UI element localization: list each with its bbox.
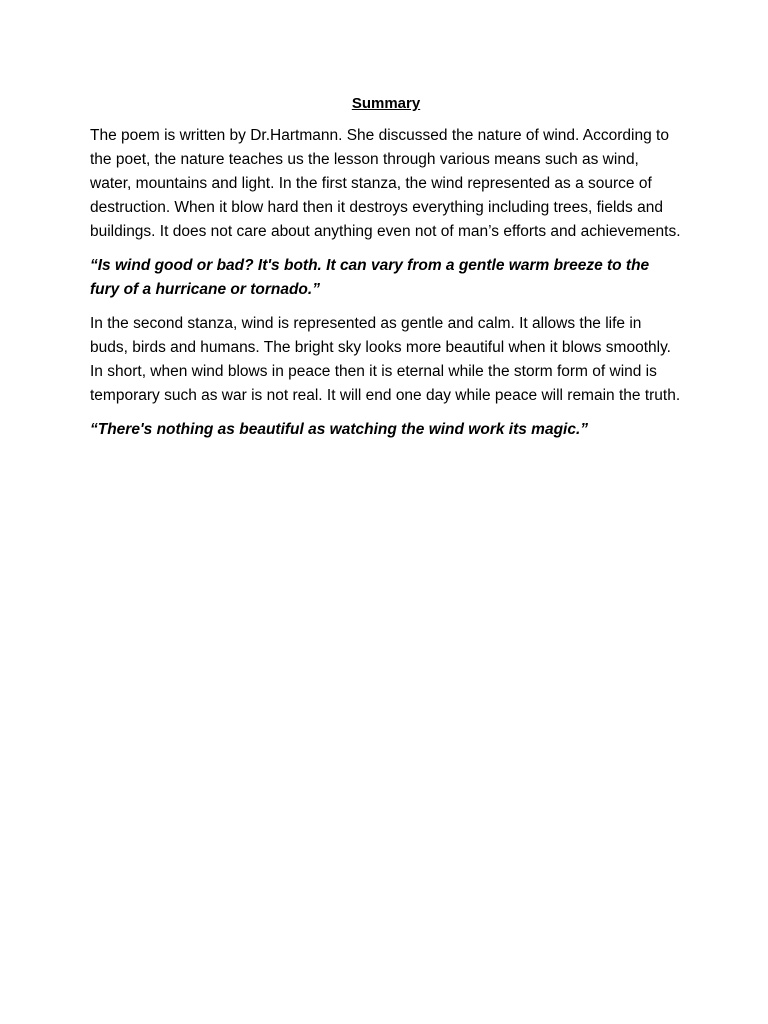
document-body [90, 94, 682, 452]
paragraph-second-stanza: In the second stanza, wind is represented as gentle and calm. It allows the life in buds, birds and humans. The bright sky looks more beautiful when it blows smoothly. In short, when wind blows in peace then it is eternal while the storm form of wind is temporary such as war is not real. It will end one day while peace will remain the truth. [90, 315, 681, 404]
paragraph-first-stanza: The poem is written by Dr.Hartmann. She discussed the nature of wind. According to the poet, the nature teaches us the lesson through various means such as wind, water, mountains and light. In the first stanza, the wind represented as a source of destruction. When it blow hard then it destroys everything including trees, fields and buildings. It does not care about anything even not of man’s efforts and achievements. [90, 127, 681, 240]
quote-wind-magic: “There's nothing as beautiful as watching the wind work its magic.” [90, 421, 589, 438]
document-title: Summary [351, 95, 421, 112]
quote-wind-good-or-bad: “Is wind good or bad? It's both. It can vary from a gentle warm breeze to the fury of a hurricane or tornado.” [90, 257, 650, 298]
